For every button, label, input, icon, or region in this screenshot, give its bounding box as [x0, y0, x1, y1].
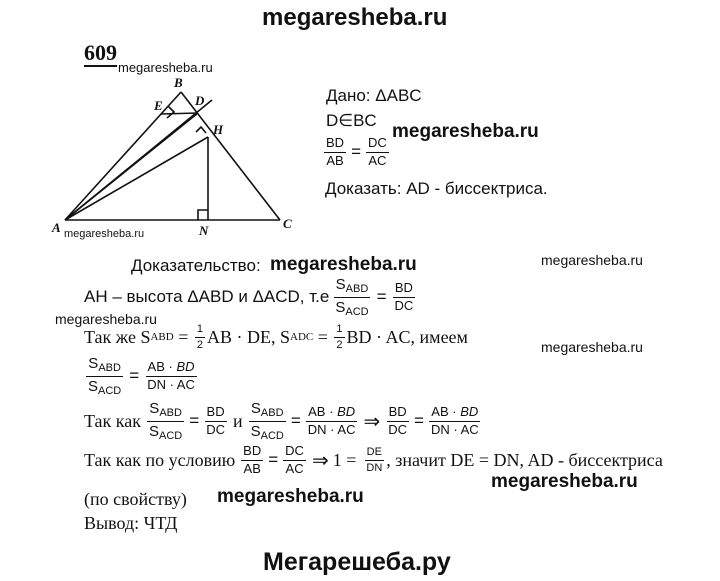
- watermark-line5: megaresheba.ru: [491, 471, 638, 492]
- label-n: N: [199, 223, 209, 238]
- label-a: A: [52, 220, 61, 235]
- label-h: H: [213, 122, 224, 137]
- label-c: C: [283, 216, 292, 231]
- proof-line-5: Так как по условию $\frac{BD}{AB}$ = $\frac{DC}{AC}$ ⇒ 1 = $\frac{DE}{DN}$ , значит DE = DN, AD - биссектриса: [84, 443, 663, 476]
- label-e: E: [154, 98, 163, 113]
- watermark-figure: megaresheba.ru: [64, 228, 145, 240]
- problem-number: 609: [84, 40, 117, 65]
- given-d-in-bc: D∈BC: [326, 111, 377, 130]
- watermark-right-2: megaresheba.ru: [541, 339, 643, 355]
- right-angle-n: [198, 210, 208, 220]
- proof-line-4: Так как $\frac{S_{ABD}}{S_{ACD}}$ = $\frac{BD}{DC}$ и $\frac{S_{ABD}}{S_{ACD}}$ = $\frac{AB \cdot BD}{DN \cdot AC}$ ⇒ $\frac{BD}{DC}$ = $\frac{AB \cdot BD}{DN \cdot AC}$: [84, 400, 479, 442]
- given-title: Дано: ΔABC: [326, 86, 422, 105]
- line-ad-ext: [65, 113, 198, 220]
- line-ah: [65, 137, 208, 220]
- proof-line-3: $\frac{S_{ABD}}{S_{ACD}}$ = $\frac{AB \cdot BD}{DN \cdot AC}$: [88, 355, 195, 397]
- proof-line-6: (по свойству): [84, 489, 187, 509]
- watermark-given: megaresheba.ru: [392, 121, 539, 142]
- watermark-left-1: megaresheba.ru: [55, 311, 157, 327]
- proof-line-1: AH – высота ΔABD и ΔACD, т.е $\frac{S_{ABD}}{S_{ACD}}$ = $\frac{BD}{DC}$: [84, 276, 414, 318]
- segment-de: [161, 113, 198, 114]
- label-d: D: [195, 93, 205, 108]
- proof-conclusion: Вывод: ЧТД: [84, 513, 178, 533]
- right-angle-h: [196, 127, 206, 133]
- watermark-right-1: megaresheba.ru: [541, 252, 643, 268]
- watermark-under-number: megaresheba.ru: [118, 60, 213, 75]
- right-angle-e: [167, 106, 174, 118]
- watermark-proof: megaresheba.ru: [270, 254, 417, 275]
- given-ratio: $\frac{BD}{AB}$ = $\frac{DC}{AC}$: [326, 135, 387, 168]
- watermark-line6: megaresheba.ru: [217, 486, 364, 507]
- side-ab: [65, 92, 181, 220]
- triangle-figure: [50, 75, 310, 240]
- side-bc: [181, 92, 280, 220]
- given-prove: Доказать: AD - биссектриса.: [325, 179, 548, 198]
- watermark-top: megaresheba.ru: [262, 4, 448, 31]
- label-b: B: [174, 75, 183, 90]
- proof-heading: Доказательство:: [131, 256, 261, 275]
- watermark-bottom: Мегарешеба.ру: [263, 548, 451, 576]
- proof-line-2: Так же S ABD = $\frac{1}{2}$ AB · DE, S ADC = $\frac{1}{2}$ BD · AC, имеем: [84, 323, 468, 351]
